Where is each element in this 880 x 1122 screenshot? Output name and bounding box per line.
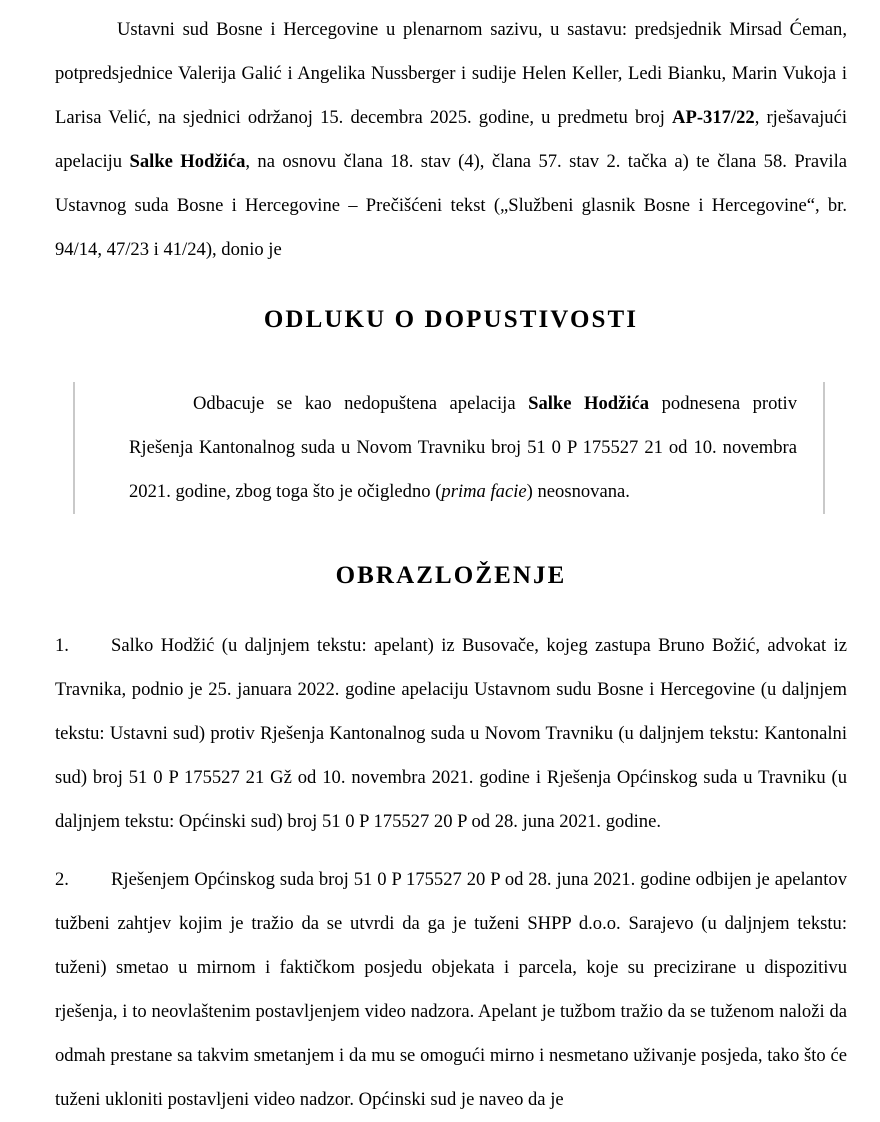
reasoning-heading: OBRAZLOŽENJE [335,562,567,589]
decision-heading: ODLUKU O DOPUSTIVOSTI [263,306,639,333]
paragraph-number: 2. [55,869,69,890]
paragraph-text: Rješenjem Općinskog suda broj 51 0 P 175527 20 P od 28. juna 2021. godine odbijen je apelantov tužbeni zahtjev kojim je tražio da se utvrdi da ga je tuženi SHPP d.o.o. Sarajevo (u daljnjem tekstu: tuženi) smetao u mirnom i faktičkom posjedu objekata i parcela, koje su precizirane u dispozitivu rješenja, i to neovlaštenim postavljenjem video nadzora. Apelant je tužbom tražio da se tuženom naloži da odmah prestane sa takvim smetanjem i da mu se omogući mirno i nesmetano uživanje posjeda, tako što će tuženi ukloniti postavljeni video nadzor. Općinski sud je naveo da je [55,869,847,1110]
disposition-appellant-name: Salke Hodžića [528,393,650,414]
disposition-text-part-1: Odbacuje se kao nedopuštena apelacija [193,393,529,414]
intro-text-part-2: , rješavajući apelaciju [55,107,847,172]
numbered-paragraph-2 [55,858,847,1122]
disposition-text-part-3: ) neosnovana. [526,481,630,502]
intro-text-part-1: Ustavni sud Bosne i Hercegovine u plenarnom sazivu, u sastavu: predsjednik Mirsad Ćeman, potpredsjednice Valerija Galić i Angelika Nussberger i sudije Helen Keller, Ledi Bianku, Marin Vukoja i Larisa Velić, na sjednici održanoj 15. decembra 2025. godine, u predmetu broj [55,19,847,128]
intro-text-part-3: , na osnovu člana 18. stav (4), člana 57. stav 2. tačka a) te člana 58. Pravila Ustavnog suda Bosne i Hercegovine – Prečišćeni tekst („Službeni glasnik Bosne i Hercegovine“, br. 94/14, 47/23 i 41/24), donio je [55,151,847,260]
spacer [55,598,847,624]
disposition-text-part-2: podnesena protiv Rješenja Kantonalnog suda u Novom Travniku broj 51 0 P 175527 21 od 10. novembra 2021. godine, zbog toga što je očigledno ( [129,393,797,502]
numbered-paragraph-1 [55,624,847,844]
spacer [55,844,847,858]
spacer [55,514,847,554]
disposition-block [73,382,825,514]
paragraph-number: 1. [55,635,69,656]
appellant-name: Salke Hodžića [129,151,246,172]
latin-phrase: prima facie [441,481,527,502]
paragraph-text: Salko Hodžić (u daljnjem tekstu: apelant) iz Busovače, kojeg zastupa Bruno Božić, advokat iz Travnika, podnio je 25. januara 2022. godine apelaciju Ustavnom sudu Bosne i Hercegovine (u daljnjem tekstu: Ustavni sud) protiv Rješenja Kantonalnog suda u Novom Travniku (u daljnjem tekstu: Kantonalni sud) broj 51 0 P 175527 21 Gž od 10. novembra 2021. godine i Rješenja Općinskog suda u Travniku (u daljnjem tekstu: Općinski sud) broj 51 0 P 175527 20 P od 28. juna 2021. godine. [55,635,847,832]
spacer [55,272,847,298]
intro-paragraph [55,8,847,272]
disposition-paragraph [129,382,797,514]
case-number: AP-317/22 [672,107,755,128]
spacer [55,342,847,382]
